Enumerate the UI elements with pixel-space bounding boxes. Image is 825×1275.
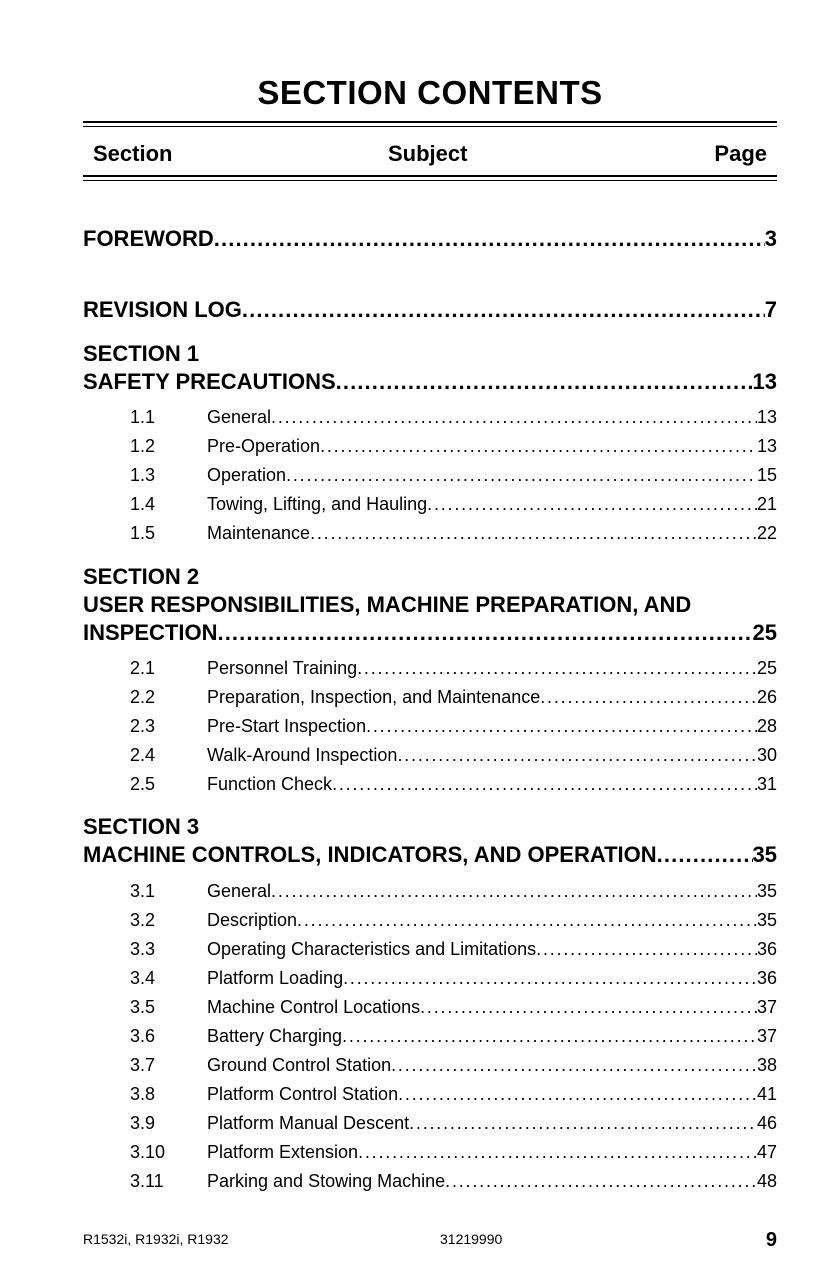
subsection-number: 1.1 (130, 407, 156, 427)
section-2-title-line-2: INSPECTION (83, 620, 218, 645)
subsection-page: 41 (756, 1084, 777, 1104)
subsection-number: 3.1 (130, 881, 156, 901)
toc-subentry[interactable] (207, 436, 777, 457)
subsection-title: Parking and Stowing Machine (207, 1171, 446, 1191)
subsection-page: 47 (756, 1142, 777, 1162)
toc-entry-title: FOREWORD (83, 226, 214, 251)
subsection-number: 3.8 (130, 1084, 156, 1104)
toc-subentry[interactable] (207, 407, 777, 428)
dot-leader (420, 997, 757, 1018)
subsection-page: 28 (756, 716, 777, 736)
subsection-title: Battery Charging (207, 1026, 343, 1046)
subsection-number: 3.5 (130, 997, 156, 1017)
dot-leader (242, 297, 765, 323)
subsection-number: 2.3 (130, 716, 156, 736)
subsection-page: 48 (756, 1171, 777, 1191)
toc-subentry[interactable] (207, 910, 777, 931)
subsection-page: 22 (756, 523, 777, 543)
header-top-rule (83, 121, 777, 127)
page-title: SECTION CONTENTS (257, 74, 603, 111)
toc-subentry[interactable] (207, 745, 777, 766)
header-bottom-rule (83, 175, 777, 181)
toc-subentry[interactable] (207, 1171, 777, 1192)
toc-entry-section-2[interactable] (83, 620, 777, 646)
toc-subentry[interactable] (207, 1084, 777, 1105)
dot-leader (409, 1113, 757, 1134)
dot-leader (427, 494, 757, 515)
subsection-number: 3.3 (130, 939, 156, 959)
dot-leader (286, 465, 757, 486)
toc-subentry[interactable] (207, 1055, 777, 1076)
subsection-title: Maintenance (207, 523, 311, 543)
toc-subentry[interactable] (207, 465, 777, 486)
subsection-title: Pre-Start Inspection (207, 716, 367, 736)
section-1-label: SECTION 1 (83, 341, 200, 366)
subsection-page: 26 (756, 687, 777, 707)
toc-entry-page: 7 (764, 297, 777, 322)
subsection-title: Personnel Training (207, 658, 358, 678)
subsection-number: 2.1 (130, 658, 156, 678)
dot-leader (342, 1026, 757, 1047)
subsection-page: 37 (756, 1026, 777, 1046)
dot-leader (445, 1171, 757, 1192)
toc-subentry[interactable] (207, 1026, 777, 1047)
subsection-page: 35 (756, 881, 777, 901)
subsection-number: 2.2 (130, 687, 156, 707)
subsection-number: 2.5 (130, 774, 156, 794)
subsection-title: Preparation, Inspection, and Maintenance (207, 687, 541, 707)
toc-subentry[interactable] (207, 1113, 777, 1134)
section-1-title: SAFETY PRECAUTIONS (83, 369, 336, 394)
toc-subentry[interactable] (207, 658, 777, 679)
subsection-title: Platform Extension (207, 1142, 359, 1162)
subsection-number: 2.4 (130, 745, 156, 765)
subsection-title: General (207, 881, 272, 901)
dot-leader (540, 687, 757, 708)
section-1-page: 13 (752, 369, 777, 394)
dot-leader (398, 1084, 757, 1105)
dot-leader (657, 842, 753, 868)
subsection-page: 36 (756, 939, 777, 959)
footer-models: R1532i, R1932i, R1932 (83, 1231, 229, 1247)
subsection-page: 13 (756, 407, 777, 427)
subsection-page: 46 (756, 1113, 777, 1133)
dot-leader (214, 226, 765, 252)
subsection-number: 3.6 (130, 1026, 156, 1046)
subsection-number: 3.7 (130, 1055, 156, 1075)
subsection-page: 30 (756, 745, 777, 765)
subsection-page: 15 (756, 465, 777, 485)
dot-leader (536, 939, 757, 960)
dot-leader (310, 523, 757, 544)
subsection-number: 3.9 (130, 1113, 156, 1133)
subsection-title: Operation (207, 465, 287, 485)
subsection-title: Machine Control Locations (207, 997, 421, 1017)
dot-leader (357, 658, 757, 679)
subsection-page: 21 (756, 494, 777, 514)
dot-leader (320, 436, 757, 457)
subsection-title: Towing, Lifting, and Hauling (207, 494, 428, 514)
toc-entry-revision-log[interactable] (83, 297, 777, 323)
dot-leader (217, 620, 752, 646)
toc-subentry[interactable] (207, 523, 777, 544)
subsection-title: Description (207, 910, 298, 930)
footer-page-number: 9 (765, 1229, 777, 1251)
toc-subentry[interactable] (207, 881, 777, 902)
toc-subentry[interactable] (207, 968, 777, 989)
subsection-page: 35 (756, 910, 777, 930)
subsection-page: 37 (756, 997, 777, 1017)
section-3-title: MACHINE CONTROLS, INDICATORS, AND OPERATION (83, 842, 657, 867)
subsection-number: 1.4 (130, 494, 156, 514)
toc-entry-section-3[interactable] (83, 842, 777, 868)
subsection-number: 3.2 (130, 910, 156, 930)
toc-subentry[interactable] (207, 687, 777, 708)
dot-leader (397, 745, 757, 766)
subsection-page: 36 (756, 968, 777, 988)
dot-leader (271, 407, 757, 428)
toc-subentry[interactable] (207, 494, 777, 515)
subsection-title: Platform Control Station (207, 1084, 399, 1104)
toc-entry-page: 3 (764, 226, 777, 251)
toc-entry-title: REVISION LOG (83, 297, 242, 322)
toc-subentry[interactable] (207, 1142, 777, 1163)
dot-leader (332, 774, 757, 795)
footer-doc-number: 31219990 (440, 1231, 503, 1247)
subsection-number: 3.11 (130, 1171, 164, 1191)
subsection-title: Operating Characteristics and Limitations (207, 939, 537, 959)
dot-leader (297, 910, 757, 931)
section-2-label: SECTION 2 (83, 564, 200, 589)
subsection-page: 25 (756, 658, 777, 678)
subsection-title: Platform Loading (207, 968, 344, 988)
dot-leader (336, 369, 753, 395)
column-header-section: Section (93, 141, 173, 166)
column-header-page: Page (714, 141, 767, 166)
toc-subentry[interactable] (207, 716, 777, 737)
subsection-page: 38 (756, 1055, 777, 1075)
dot-leader (343, 968, 757, 989)
toc-subentry[interactable] (207, 774, 777, 795)
subsection-number: 3.4 (130, 968, 156, 988)
subsection-title: Ground Control Station (207, 1055, 392, 1075)
subsection-title: Walk-Around Inspection (207, 745, 398, 765)
dot-leader (358, 1142, 757, 1163)
subsection-title: Pre-Operation (207, 436, 321, 456)
toc-entry-foreword[interactable] (83, 226, 777, 252)
section-3-page: 35 (752, 842, 777, 867)
toc-entry-section-1[interactable] (83, 369, 777, 395)
subsection-number: 1.5 (130, 523, 156, 543)
subsection-number: 1.2 (130, 436, 156, 456)
subsection-title: General (207, 407, 272, 427)
dot-leader (391, 1055, 757, 1076)
subsection-title: Function Check (207, 774, 333, 794)
section-3-label: SECTION 3 (83, 814, 200, 839)
column-header-subject: Subject (388, 141, 468, 166)
dot-leader (271, 881, 757, 902)
toc-subentry[interactable] (207, 997, 777, 1018)
section-2-page: 25 (752, 620, 777, 645)
toc-subentry[interactable] (207, 939, 777, 960)
subsection-title: Platform Manual Descent (207, 1113, 410, 1133)
subsection-page: 31 (756, 774, 777, 794)
dot-leader (366, 716, 757, 737)
section-2-title-line-1: USER RESPONSIBILITIES, MACHINE PREPARATION, AND (83, 592, 692, 617)
subsection-number: 1.3 (130, 465, 156, 485)
subsection-number: 3.10 (130, 1142, 166, 1162)
subsection-page: 13 (756, 436, 777, 456)
